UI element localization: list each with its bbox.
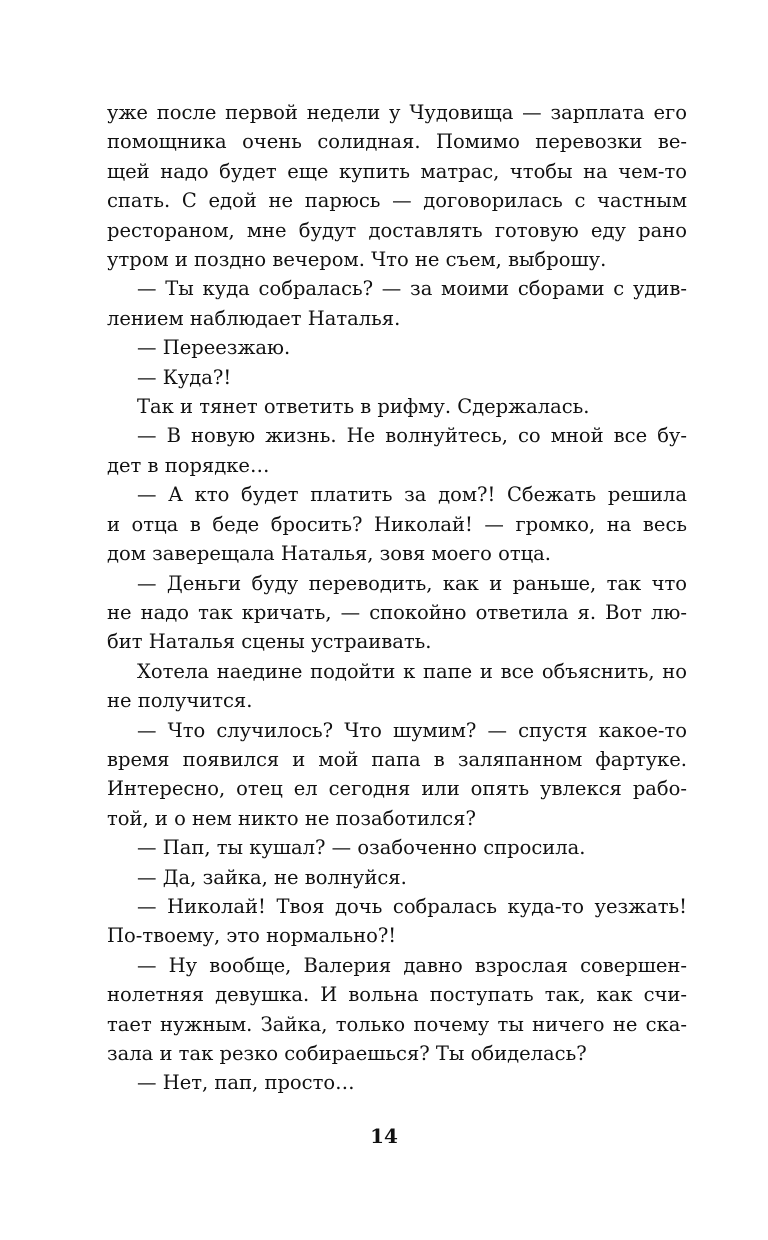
text-line: Интересно, отец ел сегодня или опять увлекся рабо- [107, 777, 687, 801]
text-line: время появился и мой папа в заляпанном фартуке. [107, 747, 687, 771]
text-line: — Да, зайка, не волнуйся. [137, 865, 407, 889]
text-line: помощника очень солидная. Помимо перевозки ве- [107, 130, 687, 154]
text-line: По-твоему, это нормально?! [107, 924, 397, 948]
text-line: — Деньги буду переводить, как и раньше, так что [137, 571, 687, 595]
text-line: — Ну вообще, Валерия давно взрослая совершен- [137, 953, 687, 977]
text-line: рестораном, мне будут доставлять готовую еду рано [107, 218, 687, 242]
text-line: дом заверещала Наталья, зовя моего отца. [107, 542, 551, 566]
text-line: тает нужным. Зайка, только почему ты ничего не ска- [107, 1012, 687, 1036]
text-line: — А кто будет платить за дом?! Сбежать решила [137, 483, 687, 507]
text-line: бит Наталья сцены устраивать. [107, 630, 432, 654]
text-line: и отца в беде бросить? Николай! — громко, на весь [107, 512, 687, 536]
text-line: — Что случилось? Что шумим? — спустя какое-то [137, 718, 687, 742]
text-line: утром и поздно вечером. Что не съем, выброшу. [107, 248, 607, 272]
text-line: уже после первой недели у Чудовища — зарплата его [107, 101, 687, 124]
text-line: — Нет, пап, просто… [137, 1071, 355, 1095]
text-line: — В новую жизнь. Не волнуйтесь, со мной все бу- [137, 424, 687, 448]
text-line: Хотела наедине подойти к папе и все объяснить, но [137, 659, 687, 683]
text-line: нолетняя девушка. И вольна поступать так, как счи- [107, 983, 687, 1007]
text-line: — Куда?! [137, 365, 232, 389]
text-line: дет в порядке… [107, 453, 270, 477]
text-line: зала и так резко собираешься? Ты обиделась? [107, 1042, 587, 1065]
text-line: — Переезжаю. [137, 336, 291, 360]
text-line: спать. С едой не парюсь — договорилась с частным [107, 189, 687, 213]
text-line: лением наблюдает Наталья. [107, 306, 401, 330]
page-number: 14 [370, 1124, 398, 1148]
text-line: не получится. [107, 689, 253, 713]
text-line: — Николай! Твоя дочь собралась куда-то уезжать! [137, 894, 687, 918]
text-line: — Ты куда собралась? — за моими сборами с удив- [137, 277, 687, 301]
text-line: той, и о нем никто не позаботился? [107, 806, 476, 830]
text-line: Так и тянет ответить в рифму. Сдержалась. [137, 395, 590, 419]
text-line: не надо так кричать, — спокойно ответила я. Вот лю- [107, 600, 687, 624]
text-line: — Пап, ты кушал? — озабоченно спросила. [137, 836, 586, 860]
page-text [107, 98, 687, 1098]
text-line: щей надо будет еще купить матрас, чтобы на чем-то [107, 159, 687, 183]
